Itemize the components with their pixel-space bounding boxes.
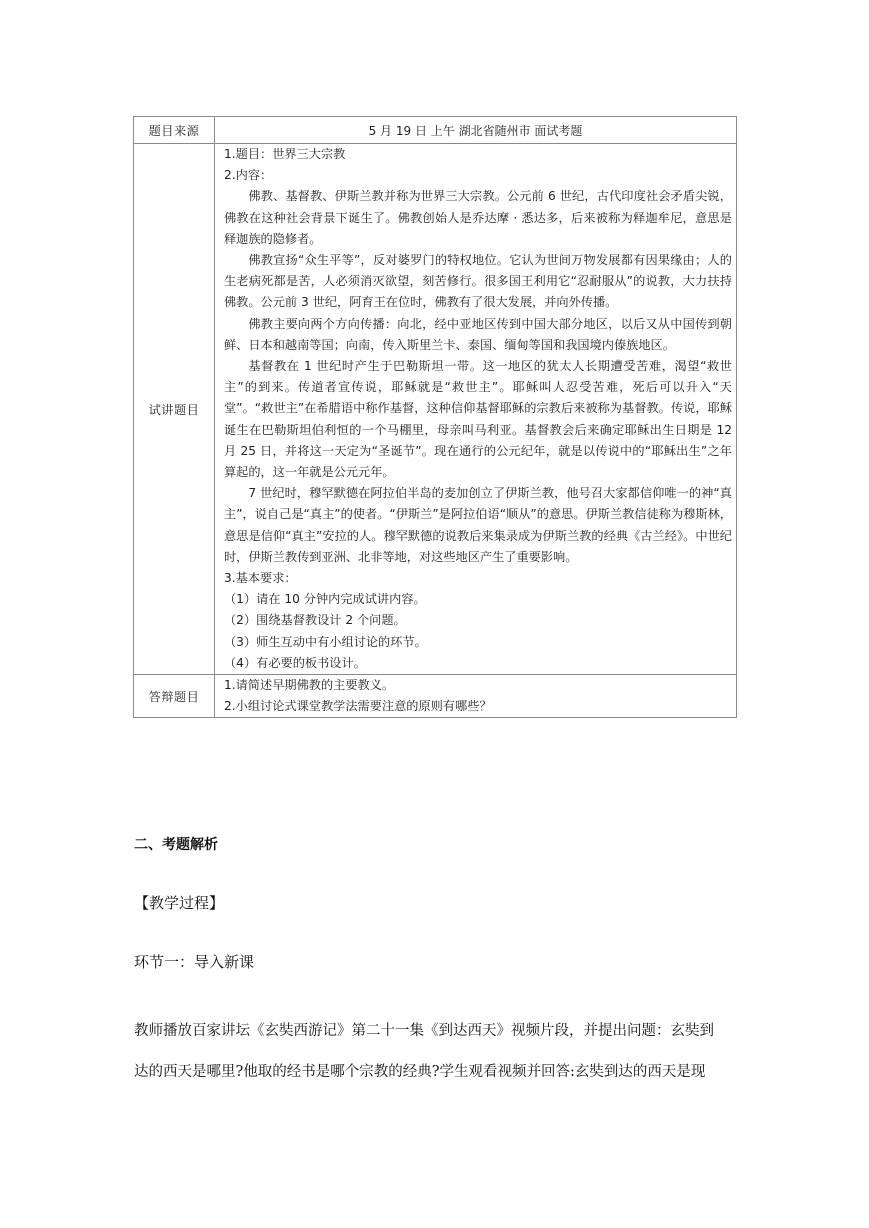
table-row [134, 144, 737, 675]
lecture-paragraph: 7 世纪时，穆罕默德在阿拉伯半岛的麦加创立了伊斯兰教，他号召大家都信仰唯一的神“真主”，说自己是“真主”的使者。“伊斯兰”是阿拉伯语“顺从”的意思。伊斯兰教信徒称为穆斯林，意思是信仰“真主”安拉的人。穆罕默德的说教后来集录成为伊斯兰教的经典《古兰经》。中世纪时，伊斯兰教传到亚洲、北非等地，对这些地区产生了重要影响。 [224, 486, 732, 564]
requirement-item: （3）师生互动中有小组讨论的环节。 [224, 634, 427, 649]
lecture-paragraph: 基督教在 1 世纪时产生于巴勒斯坦一带。这一地区的犹太人长期遭受苦难，渴望“救世主”的到来。传道者宣传说，耶稣就是“救世主”。耶稣叫人忍受苦难，死后可以升入“天堂”。“救世主”在希腊语中称作基督，这种信仰基督耶稣的宗教后来被称为基督教。传说，耶稣诞生在巴勒斯坦伯利恒的一个马棚里，母亲叫马利亚。基督教会后来确定耶稣出生日期是 12 月 25 日，并将这一天定为“圣诞节”。现在通行的公元纪年，就是以传说中的“耶稣出生”之年算起的，这一年就是公元元年。 [224, 359, 732, 480]
lecture-content-heading: 2.内容： [224, 168, 273, 183]
defense-question: 2.小组讨论式课堂教学法需要注意的原则有哪些？ [224, 699, 492, 714]
defense-question: 1.请简述早期佛教的主要教义。 [224, 678, 395, 693]
table-row [134, 675, 737, 718]
requirement-item: （1）请在 10 分钟内完成试讲内容。 [224, 592, 426, 607]
lecture-content [215, 144, 737, 675]
body-line: 教师播放百家讲坛《玄奘西游记》第二十一集《到达西天》视频片段，并提出问题：玄奘到 [134, 1023, 714, 1039]
lecture-topic: 1.题目：世界三大宗教 [224, 147, 346, 161]
table-row [134, 117, 737, 144]
teaching-process-heading: 【教学过程】 [134, 894, 225, 912]
defense-label: 答辩题目 [134, 675, 215, 718]
requirements-heading: 3.基本要求： [224, 571, 297, 586]
section-heading: 二、考题解析 [134, 837, 218, 853]
source-value: 5 月 19 日 上午 湖北省随州市 面试考题 [215, 117, 737, 144]
requirement-item: （2）围绕基督教设计 2 个问题。 [224, 613, 406, 628]
lecture-paragraph: 佛教、基督教、伊斯兰教并称为世界三大宗教。公元前 6 世纪，古代印度社会矛盾尖锐，佛教在这种社会背景下诞生了。佛教创始人是乔达摩 · 悉达多，后来被称为释迦牟尼，意思是释迦族的隐修者。 [224, 189, 732, 246]
body-paragraph [134, 1011, 738, 1093]
lecture-paragraph: 佛教主要向两个方向传播：向北，经中亚地区传到中国大部分地区，以后又从中国传到朝鲜、日本和越南等国；向南，传入斯里兰卡、泰国、缅甸等国和我国境内傣族地区。 [224, 316, 732, 352]
lecture-paragraph: 佛教宣扬“众生平等”，反对婆罗门的特权地位。它认为世间万物发展都有因果缘由；人的生老病死都是苦，人必须消灭欲望，刻苦修行。很多国王利用它“忍耐服从”的说教，大力扶持佛教。公元前 3 世纪，阿育王在位时，佛教有了很大发展，并向外传播。 [224, 253, 732, 310]
defense-content [215, 675, 737, 718]
exam-question-table [133, 116, 737, 718]
lecture-label: 试讲题目 [134, 144, 215, 675]
source-label: 题目来源 [134, 117, 215, 144]
requirement-item: （4）有必要的板书设计。 [224, 655, 366, 670]
step-heading: 环节一：导入新课 [134, 953, 255, 971]
body-line: 达的西天是哪里?他取的经书是哪个宗教的经典?学生观看视频并回答:玄奘到达的西天是现 [134, 1064, 706, 1080]
